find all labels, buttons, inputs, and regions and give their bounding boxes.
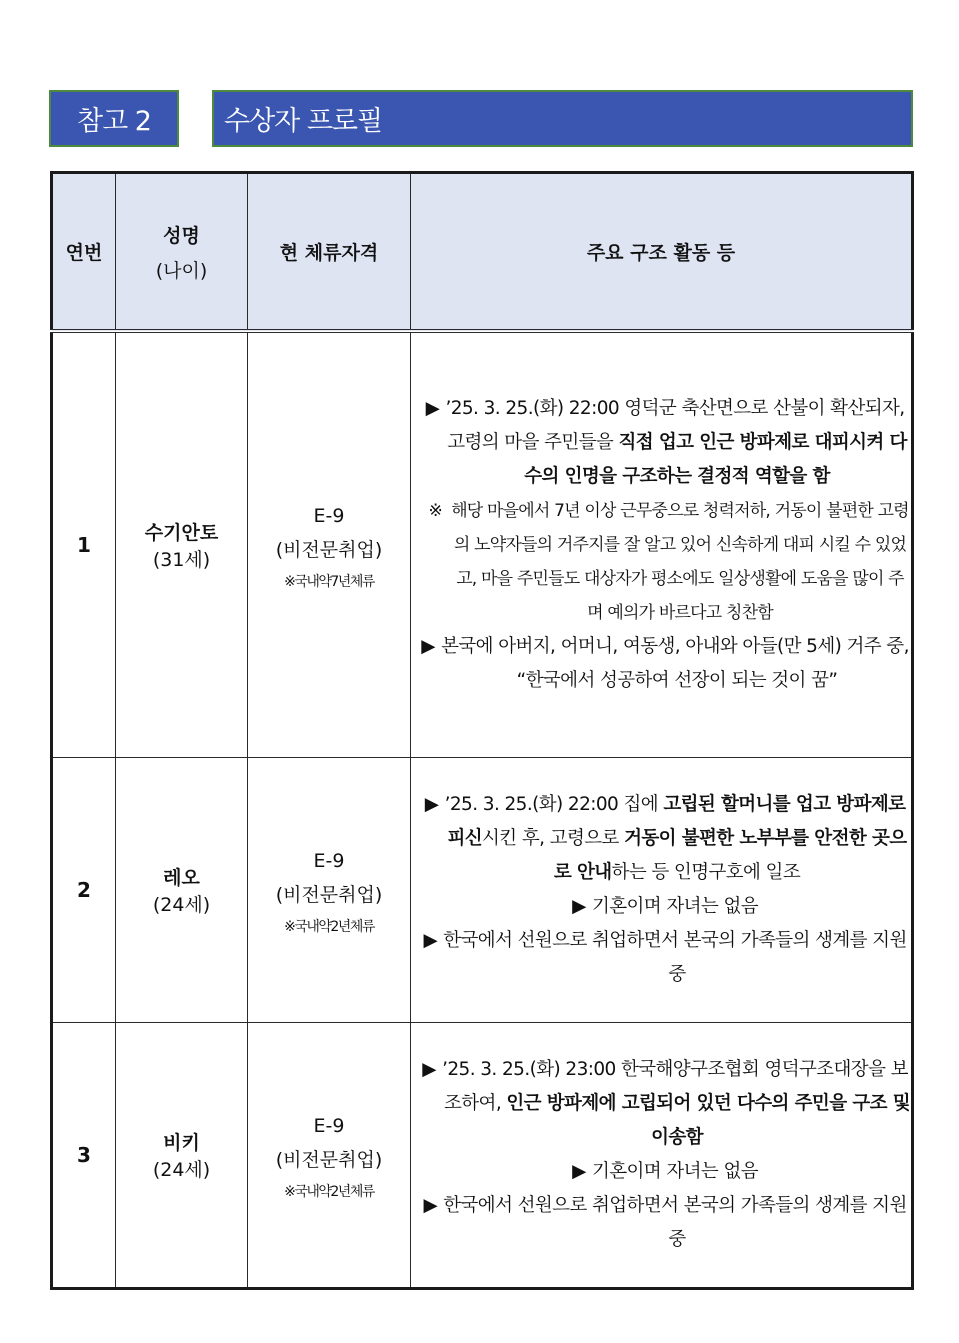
activity-text: 기혼이며 자녀는 없음 xyxy=(591,896,758,917)
name-cell xyxy=(116,758,248,1023)
visa-cell xyxy=(248,1023,411,1289)
activity-item xyxy=(411,1155,911,1189)
triangle-bullet-icon: ▶ xyxy=(572,1161,586,1182)
visa-cell xyxy=(248,331,411,758)
table-row xyxy=(52,758,913,1023)
activity-text-bold: 직접 업고 인근 방파제로 대피시켜 다수의 인명을 구조하는 결정적 역할을 함 xyxy=(524,432,907,487)
column-header-visa-label: 현 체류자격 xyxy=(279,242,379,264)
activity-item xyxy=(411,788,911,890)
activity-text-bold: 고립된 할머니를 업고 방파제로 피신 xyxy=(447,794,906,849)
triangle-bullet-icon: ▶ xyxy=(421,636,435,657)
reference-label: 참고 2 xyxy=(77,106,151,137)
activities-cell xyxy=(411,331,913,758)
activity-item xyxy=(411,1053,911,1155)
column-header-name-label: 성명 xyxy=(163,224,200,247)
activity-text: ’25. 3. 25.(화) 22:00 영덕군 축산면으로 산불이 확산되자, 고령의 마을 주민들을 xyxy=(445,398,905,453)
visa-code: E-9 xyxy=(313,505,345,527)
activity-text: 본국에 아버지, 어머니, 여동생, 아내와 아들(만 5세) 거주 중, “한국에서 성공하여 선장이 되는 것이 꿈” xyxy=(441,636,909,691)
awardee-profile-table xyxy=(50,171,914,1290)
activities-cell xyxy=(411,1023,913,1289)
row-number: 2 xyxy=(52,758,116,1023)
table-row xyxy=(52,1023,913,1289)
visa-stay-note: ※국내약2년체류 xyxy=(284,1184,374,1200)
column-header-name xyxy=(116,173,248,332)
name-cell xyxy=(116,331,248,758)
awardee-age: (24세) xyxy=(152,1159,211,1181)
row-number: 1 xyxy=(52,331,116,758)
visa-stay-note: ※국내약7년체류 xyxy=(284,574,374,590)
activity-text: 한국에서 선원으로 취업하면서 본국의 가족들의 생계를 지원 중 xyxy=(443,930,907,985)
triangle-bullet-icon: ▶ xyxy=(423,1195,438,1216)
activity-item xyxy=(411,924,911,992)
column-header-age-label: (나이) xyxy=(155,259,208,282)
awardee-age: (24세) xyxy=(152,894,211,916)
awardee-name: 비키 xyxy=(163,1132,200,1154)
awardee-age: (31세) xyxy=(152,549,211,571)
visa-code: E-9 xyxy=(313,850,345,872)
visa-cell xyxy=(248,758,411,1023)
table-row xyxy=(52,331,913,758)
column-header-no xyxy=(52,173,116,332)
activity-item xyxy=(411,890,911,924)
column-header-visa xyxy=(248,173,411,332)
visa-stay-note: ※국내약2년체류 xyxy=(284,919,374,935)
awardee-name: 수기안토 xyxy=(144,522,219,544)
triangle-bullet-icon: ▶ xyxy=(422,1059,436,1080)
reference-label-box xyxy=(49,90,179,147)
page-title: 수상자 프로필 xyxy=(224,106,383,137)
table-header-row xyxy=(52,173,913,332)
visa-type: (비전문취업) xyxy=(275,539,383,561)
visa-code: E-9 xyxy=(313,1115,345,1137)
activity-item xyxy=(411,392,911,494)
activity-text-bold: 거동이 불편한 노부부를 안전한 곳으로 안내 xyxy=(553,828,907,883)
page-title-box xyxy=(212,90,913,147)
name-cell xyxy=(116,1023,248,1289)
triangle-bullet-icon: ▶ xyxy=(423,930,438,951)
activity-text: ’25. 3. 25.(화) 23:00 한국해양구조협회 영덕구조대장을 보조하여, xyxy=(442,1059,908,1114)
row-number: 3 xyxy=(52,1023,116,1289)
activities-cell xyxy=(411,758,913,1023)
awardee-name: 레오 xyxy=(163,867,200,889)
activity-text: 하는 등 인명구호에 일조 xyxy=(611,862,801,883)
note-text: 해당 마을에서 7년 이상 근무중으로 청력저하, 거동이 불편한 고령의 노약자들의 거주지를 잘 알고 있어 신속하게 대피 시킬 수 있었고, 마을 주민들도 대상자가 평소에도 일상생활에 도움을 많이 주며 예의가 바르다고 칭찬함 xyxy=(451,501,909,623)
visa-type: (비전문취업) xyxy=(275,1149,383,1171)
column-header-no-label: 연번 xyxy=(65,242,103,264)
activity-text-bold: 인근 방파제에 고립되어 있던 다수의 주민을 구조 및 이송함 xyxy=(506,1093,910,1148)
column-header-activities xyxy=(411,173,913,332)
activity-text: ’25. 3. 25.(화) 22:00 집에 xyxy=(444,794,664,815)
activity-note xyxy=(411,494,911,630)
activity-text: 기혼이며 자녀는 없음 xyxy=(591,1161,758,1182)
column-header-activities-label: 주요 구조 활동 등 xyxy=(586,242,736,264)
reference-mark-icon: ※ xyxy=(428,501,442,521)
activity-item xyxy=(411,1189,911,1257)
triangle-bullet-icon: ▶ xyxy=(425,398,440,419)
triangle-bullet-icon: ▶ xyxy=(572,896,586,917)
activity-text: 한국에서 선원으로 취업하면서 본국의 가족들의 생계를 지원 중 xyxy=(443,1195,907,1250)
activity-item xyxy=(411,630,911,698)
triangle-bullet-icon: ▶ xyxy=(424,794,439,815)
visa-type: (비전문취업) xyxy=(275,884,383,906)
activity-text: 시킨 후, 고령으로 xyxy=(482,828,625,849)
